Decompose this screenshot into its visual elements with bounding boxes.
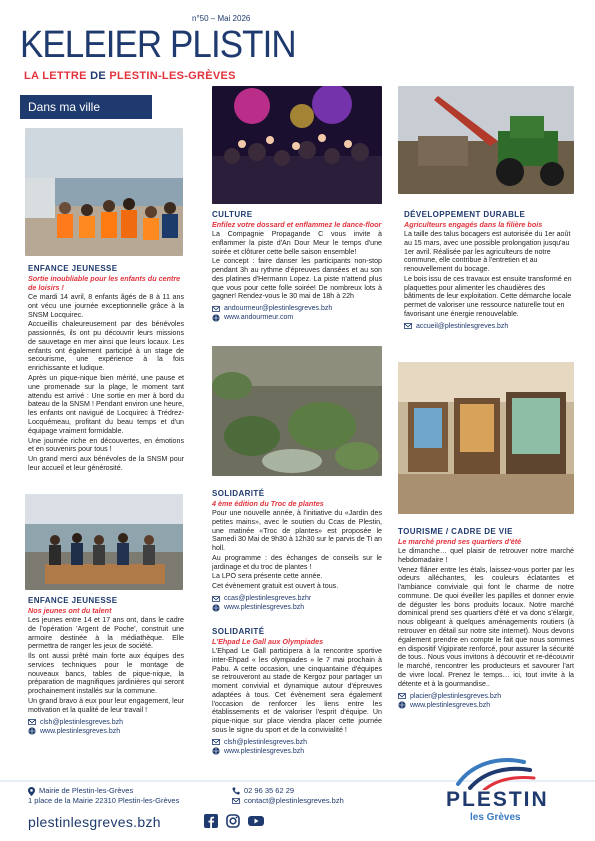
paragraph: Les jeunes entre 14 et 17 ans ont, dans le cadre de l'opération 'Argent de Poche', construit une armoire destinée à la médiathèque. Elle permettra de ranger les jeux de société. (28, 616, 184, 651)
article-headline: Le marché prend ses quartiers d'été (398, 537, 522, 546)
paragraph: L'Ehpad Le Gall participera à la rencontre sportive inter-Ehpad « les olympiades » le 7 mai prochain à Pabu. A cette occasion, une cinquantaine d'équipes se retrouveront au stade de Kergoz pour partager un moment convivial et dynamique autour d'épreuves adaptées à tous. Cet évènement sera également l'occasion de renforcer les liens entre les établissements et de valoriser l'esprit d'équipe. Un pique-nique sur place viendra placer cette journée sous le signe du sport et de la convivialité ! (212, 647, 382, 735)
paragraph: Le bois issu de ces travaux est ensuite transformé en plaquettes pour alimenter les chaudières des bâtiments de leur exploitation. Cette démarche locale permet de valoriser une ressource naturelle tout en favorisant une énergie renouvelable. (404, 274, 572, 319)
logo-wordmark: PLESTIN (446, 788, 549, 811)
footer-phone-text[interactable]: 02 96 35 62 29 (244, 786, 295, 795)
article-culture (212, 210, 382, 322)
article-filiere-bois (404, 210, 574, 331)
page-footer (0, 780, 595, 841)
instagram-icon[interactable] (226, 814, 240, 828)
youtube-icon[interactable] (248, 814, 262, 828)
paragraph: Un grand bravo à eux pour leur engagement, leur motivation et la qualité de leur travail ! (28, 697, 184, 714)
contact-email[interactable] (212, 304, 382, 313)
paragraph: La Compagnie Propagande C vous invite à enflammer la piste d'An Dour Meur le temps d'une soirée et clôturer cette belle saison ensemble! (212, 230, 382, 256)
contact-email[interactable] (212, 738, 382, 747)
contact-email-text[interactable]: clsh@plestinlesgreves.bzh (40, 718, 123, 726)
contact-website-text[interactable]: www.plestinlesgreves.bzh (224, 747, 305, 755)
article-rubric: SOLIDARITÉ (212, 627, 265, 636)
footer-email[interactable] (232, 796, 344, 806)
photo-market (398, 362, 574, 514)
photo-young-workers (25, 494, 183, 590)
globe-icon (212, 314, 220, 322)
article-body (212, 509, 382, 591)
footer-email-text[interactable]: contact@plestinlesgreves.bzh (244, 796, 344, 806)
paragraph: Ce mardi 14 avril, 8 enfants âgés de 8 à 11 ans ont vécu une journée exceptionnelle grâce à la SNSM Locquirec. (28, 293, 184, 319)
logo-wave-icon (440, 750, 560, 790)
paragraph: Cet évènement gratuit est ouvert à tous. (212, 582, 339, 591)
subtitle-part-1: LA LETTRE (24, 70, 91, 82)
contact-email-text[interactable]: placier@plestinlesgreves.bzh (410, 692, 502, 700)
article-body (404, 230, 574, 319)
paragraph: Ils ont aussi prêté main forte aux équipes des services techniques pour le montage de nouveaux bancs, tables de pique-nique, la préparation de magnifiques jardinières qui seront prochainement installés sur la commune. (28, 652, 184, 696)
contact-website[interactable] (212, 313, 382, 322)
contact-email[interactable] (398, 692, 574, 701)
contact-email[interactable] (212, 594, 382, 603)
paragraph: Pour une nouvelle année, à l'initiative du «Jardin des petites mains», avec le soutien du Ccas de Plestin, une matinée «Troc de plantes» est proposée le Samedi 30 Mai de 9h30 à 12h30 sur le parvis de Ti an holl. (212, 509, 382, 553)
article-market (398, 527, 574, 710)
contact-website[interactable] (28, 727, 184, 736)
footer-address-line1: Mairie de Plestin-les-Grèves (39, 786, 134, 795)
article-body (212, 647, 382, 735)
paragraph: Le dimanche… quel plaisir de retrouver notre marché hebdomadaire ! (398, 547, 574, 564)
contact-website[interactable] (212, 747, 382, 756)
mail-icon (232, 797, 240, 805)
contact-email-text[interactable]: andourmeur@plestinlesgreves.bzh (224, 305, 333, 313)
newsletter-subtitle (24, 70, 236, 82)
article-body (28, 616, 184, 715)
contact-email-text[interactable]: clsh@plestinlesgreves.bzh (224, 738, 307, 746)
phone-icon (232, 787, 240, 795)
article-headline: Nos jeunes ont du talent (28, 606, 112, 615)
plestin-logo (440, 750, 560, 836)
mail-icon (28, 718, 36, 726)
contact-email[interactable] (28, 718, 184, 727)
contact-website-text[interactable]: www.andourmeur.com (224, 314, 294, 322)
article-headline: 4 ème édition du Troc de plantes (212, 499, 324, 508)
contact-website[interactable] (212, 603, 382, 612)
article-body (398, 547, 574, 689)
facebook-icon[interactable] (204, 814, 218, 828)
paragraph: Le concept : faire danser les participants non-stop pendant 3h au rythme d'épreuves dansées et au son des platines d'Hermann Lopez. La piste n'attend plus que vous pour cette folle soirée! De nombreux lots à gagner! Rendez-vous le 30 mai de 18h à 22h (212, 257, 382, 301)
contact-website[interactable] (398, 701, 574, 710)
paragraph: La taille des talus bocagers est autorisée du 1er août au 15 mars, avec une possible prolongation jusqu'au 1er avril. Réalisée par les agriculteurs de notre commune, elle contribue à l'entretien et au renouvellement du bocage. (404, 230, 571, 274)
subtitle-part-3: PLESTIN-LES-GRÈVES (109, 70, 236, 82)
masthead (20, 10, 580, 90)
location-icon (28, 787, 35, 796)
article-body (212, 230, 382, 301)
footer-address (28, 786, 179, 806)
paragraph: La LPO sera présente cette année. (212, 572, 323, 581)
mail-icon (398, 692, 406, 700)
article-headline: Agriculteurs engagés dans la filière bois (404, 220, 543, 229)
globe-icon (212, 604, 220, 612)
paragraph: Après un pique-nique bien mérité, une pause et une promenade sur la plage, le moment tant attendu est arrivé : Une sortie en mer à bord du bateau de la SNSM ! Pendant environ une heure, les enfants ont navigué de Locquirec à Trédrez-Locquémeau, profitant du beau temps et d'un équipage vraiment formidable. (28, 374, 184, 435)
contact-website-text[interactable]: www.plestinlesgreves.bzh (40, 727, 121, 735)
contact-email-text[interactable]: accueil@plestinlesgreves.bzh (416, 322, 509, 330)
social-links (204, 814, 262, 828)
article-ehpad (212, 627, 382, 756)
mail-icon (404, 322, 412, 330)
mail-icon (212, 305, 220, 313)
paragraph: Un grand merci aux bénévoles de la SNSM pour leur accueil et leur générosité. (28, 455, 184, 472)
footer-website[interactable]: plestinlesgreves.bzh (28, 814, 161, 830)
photo-plants (212, 346, 382, 476)
article-rubric: ENFANCE JEUNESSE (28, 596, 118, 605)
article-rubric: TOURISME / CADRE DE VIE (398, 527, 513, 536)
footer-address-line2: 1 place de la Mairie 22310 Plestin-les-Grèves (28, 796, 180, 806)
issue-number: n°50 – Mai 2026 (192, 14, 251, 23)
article-rubric: SOLIDARITÉ (212, 489, 265, 498)
footer-phone[interactable] (232, 786, 344, 796)
article-rubric: ENFANCE JEUNESSE (28, 264, 118, 273)
contact-website-text[interactable]: www.plestinlesgreves.bzh (410, 701, 491, 709)
contact-email-text[interactable]: ccas@plestinlesgreves.bzhr (224, 595, 312, 603)
contact-email[interactable] (404, 322, 574, 331)
article-troc-plantes (212, 489, 382, 612)
photo-snsm-children (25, 128, 183, 256)
footer-contact (232, 786, 344, 806)
article-body (28, 293, 184, 473)
newsletter-title: KELEIER PLISTIN (20, 24, 296, 66)
subtitle-part-2: DE (90, 70, 110, 82)
globe-icon (212, 747, 220, 755)
paragraph: Au programme : des échanges de conseils sur le jardinage et du troc de plantes ! (212, 553, 382, 571)
mail-icon (212, 738, 220, 746)
mail-icon (212, 595, 220, 603)
globe-icon (28, 727, 36, 735)
globe-icon (398, 701, 406, 709)
article-young-talent (28, 596, 184, 736)
photo-tractor (398, 86, 574, 194)
paragraph: Venez flâner entre les étals, laissez-vous porter par les odeurs alléchantes, les couleurs éclatantes et l'ambiance conviviale qui font le charme de notre commune. De quoi éveiller les papilles et donner envie de déguster les bons produits locaux. Notre marché dominical prend ses quartiers d'été et va donc s'élargir, nous obligeant à quelques aménagements routiers (à retrouver en détail sur notre site internet). Nous devons également prendre en compte le fait que nous sommes en dispositif Vigipirate renforcé, pour assurer la sécurité de tous.. Nous vous invitons à découvrir et re-découvrir le marché, rencontrer les producteurs et savourer l'art de vivre local. Prenez le temps… ici, tout invite à la détente et à la gourmandise.. (398, 565, 574, 688)
article-headline: Enfilez votre dossard et enflammez le dance-floor (212, 220, 382, 229)
logo-subtitle: les Grèves (470, 812, 521, 823)
contact-website-text[interactable]: www.plestinlesgreves.bzh (224, 604, 305, 612)
article-rubric: DÉVELOPPEMENT DURABLE (404, 210, 526, 219)
section-banner: Dans ma ville (20, 95, 152, 119)
article-headline: Sortie inoubliable pour les enfants du centre de loisirs ! (28, 274, 181, 292)
photo-dance-floor (212, 86, 382, 204)
article-rubric: CULTURE (212, 210, 253, 219)
paragraph: Accueillis chaleureusement par des bénévoles passionnés, ils ont pu découvrir leurs missions de sauvetage en mer ainsi que leurs locaux. Les enfants ont également participé à un stage de secourisme, une expérience à la fois enrichissante et ludique. (28, 320, 184, 373)
paragraph: Une journée riche en découvertes, en émotions et en souvenirs pour tous ! (28, 436, 184, 454)
article-headline: L'Ehpad Le Gall aux Olympiades (212, 637, 324, 646)
article-snsm (28, 264, 184, 474)
